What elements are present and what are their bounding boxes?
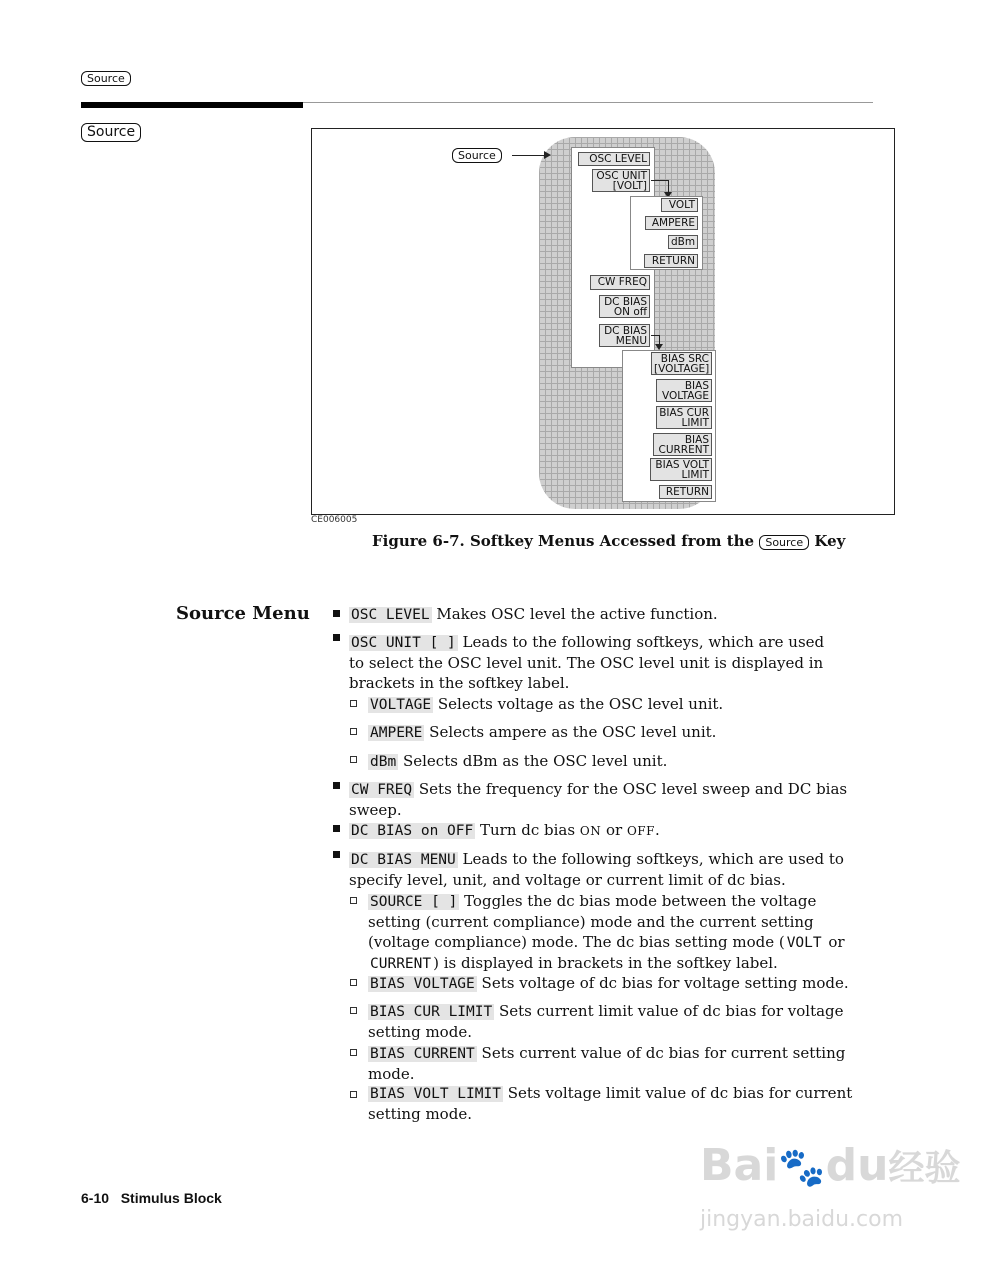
bullet-icon: [333, 782, 340, 789]
figure-id-code: CE006005: [311, 515, 358, 525]
item-desc: ) is displayed in brackets in the softkey label.: [433, 954, 778, 972]
header-rule-thin: [303, 102, 873, 103]
softkey-label: BIAS VOLTAGE: [370, 976, 475, 992]
sub-bullet-icon: [350, 700, 357, 707]
header-rule-thick: [81, 102, 303, 108]
bullet-icon: [333, 851, 340, 858]
item-desc: mode.: [368, 1065, 415, 1083]
or-text: or: [605, 821, 623, 839]
softkey-label: CW FREQ: [351, 782, 413, 798]
item-ampere: [368, 722, 716, 743]
softkey-osc-unit[interactable]: OSC UNIT [VOLT]: [592, 169, 650, 192]
softkey-label: BIAS VOLT LIMIT: [370, 1086, 501, 1102]
softkey-label: DC BIAS MENU: [351, 852, 456, 868]
softkey-dc-bias-menu[interactable]: DC BIAS MENU: [599, 324, 650, 347]
item-desc: Selects voltage as the OSC level unit.: [437, 695, 724, 713]
bullet-icon: [333, 634, 340, 641]
page-footer: [81, 1190, 222, 1206]
item-osc-unit: [349, 632, 869, 693]
softkey-label: BIAS CURRENT: [370, 1046, 475, 1062]
softkey-volt[interactable]: VOLT: [661, 198, 698, 212]
source-key-large: Source: [81, 123, 141, 142]
item-desc: setting mode.: [368, 1023, 472, 1041]
figure-source-key: Source: [452, 148, 502, 163]
page-number: 6-10: [81, 1190, 110, 1206]
softkey-dc-bias-on-off[interactable]: DC BIAS ON off: [599, 295, 650, 318]
item-desc: or: [823, 933, 845, 951]
item-bias-current: [368, 1043, 878, 1084]
section-title: Source Menu: [176, 603, 310, 624]
source-key-small: Source: [81, 71, 131, 86]
softkey-label: BIAS CUR LIMIT: [370, 1004, 493, 1020]
item-desc: Makes OSC level the active function.: [436, 605, 718, 623]
item-source: [368, 891, 878, 974]
item-desc: brackets in the softkey label.: [349, 674, 570, 692]
sub-bullet-icon: [350, 897, 357, 904]
softkey-cw-freq[interactable]: CW FREQ: [590, 275, 650, 290]
item-desc: Leads to the following softkeys, which are used: [462, 633, 825, 651]
unit-arrow-line-h: [651, 180, 669, 181]
softkey-bias-src[interactable]: BIAS SRC [VOLTAGE]: [651, 352, 712, 375]
item-bias-cur-limit: [368, 1001, 878, 1042]
softkey-bias-volt-limit[interactable]: BIAS VOLT LIMIT: [650, 458, 712, 481]
softkey-label: VOLTAGE: [370, 697, 432, 713]
off-text: OFF: [626, 824, 655, 838]
sub-bullet-icon: [350, 756, 357, 763]
softkey-bias-return[interactable]: RETURN: [659, 485, 712, 499]
item-desc: Leads to the following softkeys, which are used to: [462, 850, 844, 868]
figure-frame: [311, 128, 895, 515]
entry-arrow-head: [544, 151, 551, 159]
item-dc-bias: [349, 820, 660, 841]
item-desc: Selects ampere as the OSC level unit.: [429, 723, 717, 741]
softkey-label: SOURCE [ ]: [370, 894, 458, 910]
sub-bullet-icon: [350, 979, 357, 986]
item-desc: to select the OSC level unit. The OSC level unit is displayed in: [349, 654, 824, 672]
caption-text: Figure 6-7. Softkey Menus Accessed from the: [372, 532, 755, 550]
item-desc: Sets voltage of dc bias for voltage setting mode.: [481, 974, 849, 992]
item-desc: (voltage compliance) mode. The dc bias setting mode (: [368, 933, 785, 951]
period: .: [654, 821, 660, 839]
sub-bullet-icon: [350, 1007, 357, 1014]
softkey-bias-current[interactable]: BIAS CURRENT: [653, 433, 712, 456]
entry-arrow-line: [512, 155, 546, 156]
softkey-label: DC BIAS on OFF: [351, 823, 474, 839]
sub-bullet-icon: [350, 1049, 357, 1056]
figure-caption: [372, 532, 845, 550]
softkey-bias-cur-limit[interactable]: BIAS CUR LIMIT: [656, 406, 712, 429]
item-dbm: [368, 751, 667, 772]
item-desc: sweep.: [349, 801, 402, 819]
item-desc: Sets current value of dc bias for current setting: [481, 1044, 846, 1062]
caption-suffix: Key: [814, 532, 846, 550]
baidu-watermark-logo: Bai🐾du经验: [700, 1140, 961, 1191]
volt-text: VOLT: [786, 935, 822, 951]
item-desc: Turn dc bias: [480, 821, 576, 839]
item-osc-level: [349, 604, 718, 625]
paw-icon: 🐾: [778, 1145, 826, 1189]
item-desc: Sets voltage limit value of dc bias for current: [507, 1084, 853, 1102]
item-desc: Selects dBm as the OSC level unit.: [402, 752, 668, 770]
item-desc: Sets current limit value of dc bias for voltage: [499, 1002, 844, 1020]
sub-bullet-icon: [350, 1091, 357, 1098]
item-desc: Sets the frequency for the OSC level sweep and DC bias: [418, 780, 848, 798]
softkey-ampere[interactable]: AMPERE: [645, 216, 698, 230]
sub-bullet-icon: [350, 728, 357, 735]
watermark-url: jingyan.baidu.com: [700, 1207, 904, 1232]
softkey-dbm[interactable]: dBm: [668, 235, 698, 249]
item-bias-voltage: [368, 973, 849, 994]
softkey-label: OSC UNIT [ ]: [351, 635, 456, 651]
bullet-icon: [333, 825, 340, 832]
softkey-bias-voltage[interactable]: BIAS VOLTAGE: [656, 379, 712, 402]
item-desc: specify level, unit, and voltage or current limit of dc bias.: [349, 871, 786, 889]
current-text: CURRENT: [370, 956, 432, 972]
item-desc: setting (current compliance) mode and the current setting: [368, 913, 814, 931]
item-cw-freq: [349, 779, 869, 820]
softkey-label: dBm: [370, 754, 397, 770]
softkey-label: AMPERE: [370, 725, 423, 741]
softkey-label: OSC LEVEL: [351, 607, 430, 623]
softkey-unit-return[interactable]: RETURN: [644, 254, 698, 268]
caption-source-key: Source: [759, 535, 809, 550]
item-desc: setting mode.: [368, 1105, 472, 1123]
softkey-osc-level[interactable]: OSC LEVEL: [578, 152, 650, 166]
bullet-icon: [333, 610, 340, 617]
item-dc-bias-menu: [349, 849, 869, 890]
chapter-title: Stimulus Block: [120, 1190, 222, 1206]
item-voltage: [368, 694, 723, 715]
on-text: ON: [579, 824, 602, 838]
item-desc: Toggles the dc bias mode between the voltage: [464, 892, 817, 910]
item-bias-volt-limit: [368, 1083, 878, 1124]
